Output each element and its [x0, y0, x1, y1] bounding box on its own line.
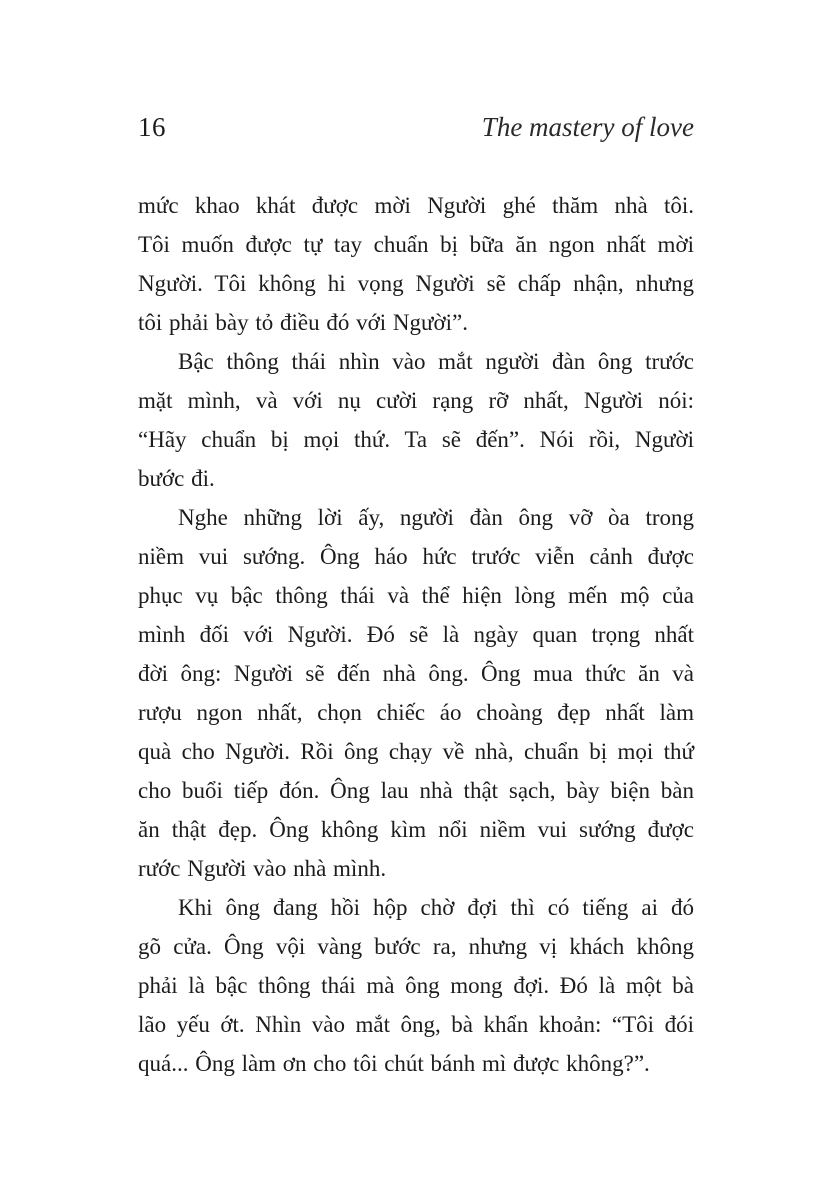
- text-line: tôi phải bày tỏ điều đó với Người”.: [138, 310, 468, 335]
- running-title: The mastery of love: [481, 112, 694, 142]
- paragraph: [138, 498, 694, 888]
- text-line: cho buổi tiếp đón. Ông lau nhà thật sạch, bày biện bàn: [138, 778, 694, 803]
- text-line: quá... Ông làm ơn cho tôi chút bánh mì được không?”.: [138, 1051, 650, 1076]
- text-line: gõ cửa. Ông vội vàng bước ra, nhưng vị khách không: [138, 934, 694, 959]
- text-line: Nghe những lời ấy, người đàn ông vỡ òa trong: [178, 505, 694, 530]
- text-line: lão yếu ớt. Nhìn vào mắt ông, bà khẩn khoản: “Tôi đói: [138, 1012, 694, 1037]
- text-line: Người. Tôi không hi vọng Người sẽ chấp nhận, nhưng: [138, 271, 694, 296]
- text-line: rước Người vào nhà mình.: [138, 856, 387, 881]
- text-line: phục vụ bậc thông thái và thể hiện lòng mến mộ của: [138, 583, 694, 608]
- page-number: 16: [138, 112, 166, 142]
- text-line: Bậc thông thái nhìn vào mắt người đàn ông trước: [178, 349, 694, 374]
- text-line: Tôi muốn được tự tay chuẩn bị bữa ăn ngon nhất mời: [138, 232, 694, 257]
- text-line: mặt mình, và với nụ cười rạng rỡ nhất, Người nói:: [138, 388, 694, 413]
- text-line: mình đối với Người. Đó sẽ là ngày quan trọng nhất: [138, 622, 694, 647]
- text-line: quà cho Người. Rồi ông chạy về nhà, chuẩn bị mọi thứ: [138, 739, 694, 764]
- text-line: niềm vui sướng. Ông háo hức trước viễn cảnh được: [138, 544, 694, 569]
- running-header: [138, 112, 694, 143]
- text-line: rượu ngon nhất, chọn chiếc áo choàng đẹp nhất làm: [138, 700, 694, 725]
- text-line: “Hãy chuẩn bị mọi thứ. Ta sẽ đến”. Nói rồi, Người: [138, 427, 694, 452]
- text-line: mức khao khát được mời Người ghé thăm nhà tôi.: [138, 193, 694, 218]
- text-line: ăn thật đẹp. Ông không kìm nổi niềm vui sướng được: [138, 817, 694, 842]
- text-line: đời ông: Người sẽ đến nhà ông. Ông mua thức ăn và: [138, 661, 694, 686]
- body-text: [138, 186, 694, 1083]
- paragraph: [138, 342, 694, 498]
- text-line: Khi ông đang hồi hộp chờ đợi thì có tiếng ai đó: [178, 895, 694, 920]
- text-line: bước đi.: [138, 466, 215, 491]
- paragraph: [138, 888, 694, 1083]
- paragraph: [138, 186, 694, 342]
- text-line: phải là bậc thông thái mà ông mong đợi. Đó là một bà: [138, 973, 694, 998]
